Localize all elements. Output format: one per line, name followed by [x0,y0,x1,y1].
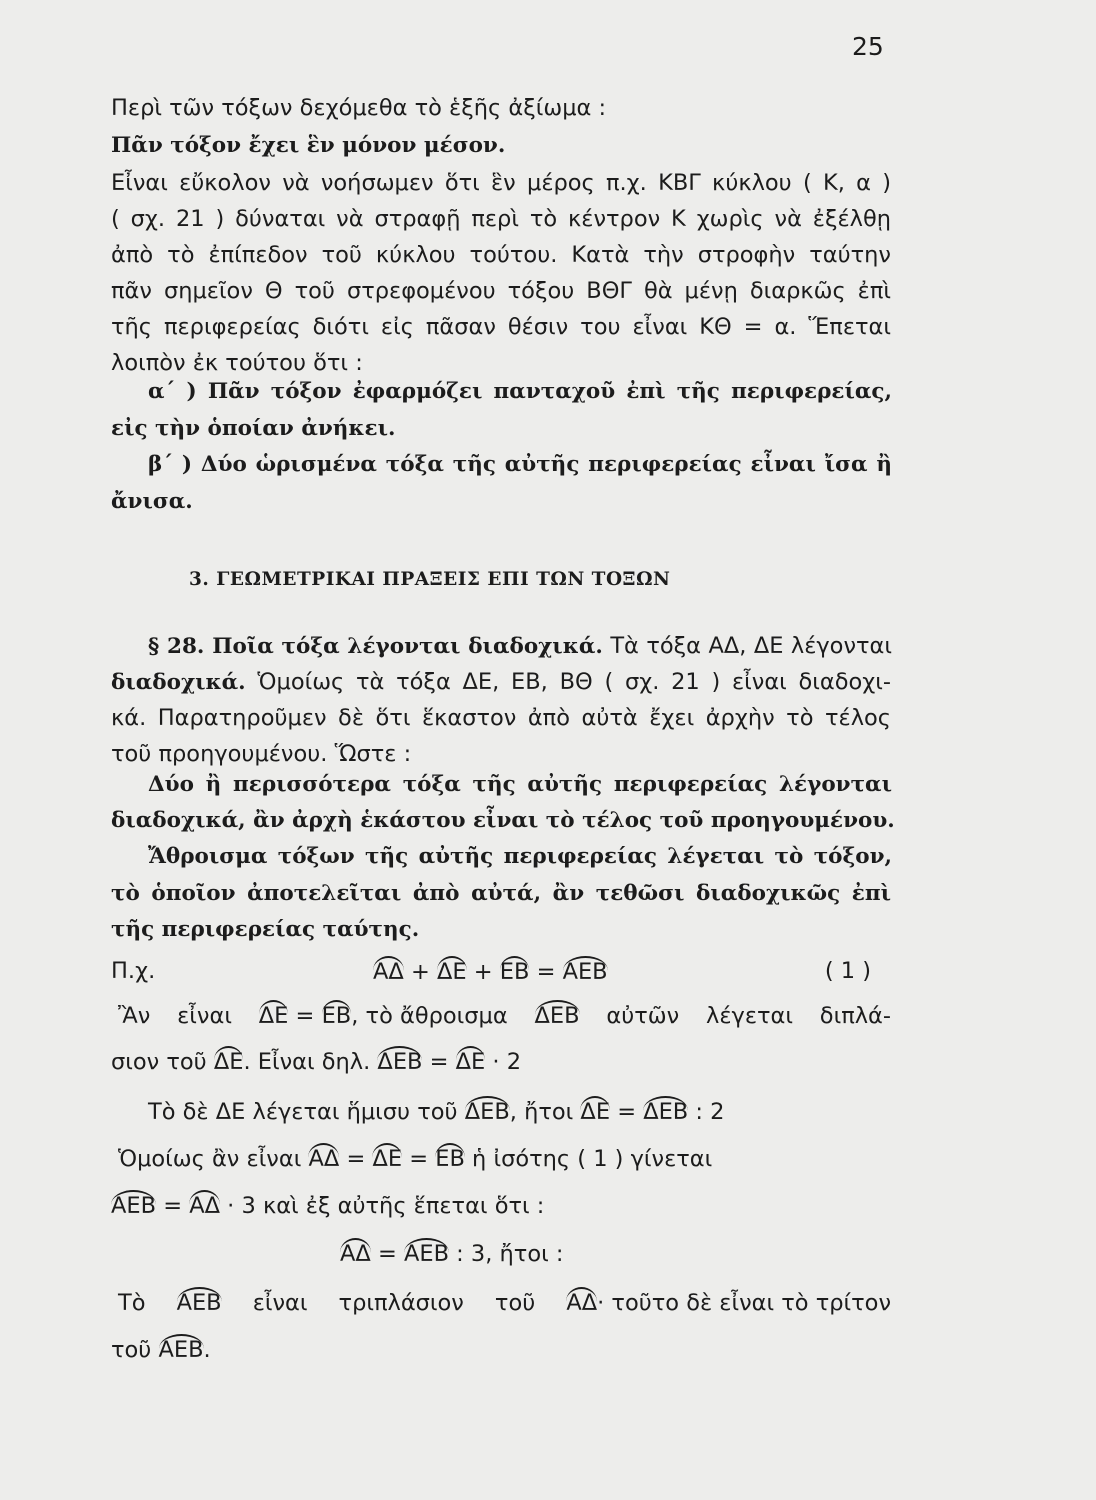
term-diadochika: διαδοχικά. [111,670,246,695]
corollary-b-cont: ἄνισα. [111,489,193,514]
corollary-a-cont: εἰς τὴν ὁποίαν ἀνήκει. [111,416,396,441]
equation-1: Π.χ. ΑΔ + ΔΕ + ΕΒ = ΑΕΒ ( 1 ) [111,958,871,985]
text-line: ΑΕΒ = ΑΔ · 3 καὶ ἐξ αὐτῆς ἕπεται ὅτι : [111,1190,891,1221]
text-line: ( σχ. 21 ) δύναται νὰ στραφῇ περὶ τὸ κέντρον Κ χωρὶς νὰ ἐξέλθῃ [111,206,891,232]
text-line: διαδοχικά. Ὁμοίως τὰ τόξα ΔΕ, ΕΒ, ΒΘ ( σχ. 21 ) εἶναι διαδοχι- [111,669,891,695]
paragraph-28: § 28. Ποῖα τόξα λέγονται διαδοχικά. Τὰ τόξα ΑΔ, ΔΕ λέγονται [148,633,892,659]
corollary-a: α΄ ) Πᾶν τόξον ἐφαρμόζει πανταχοῦ ἐπὶ τῆς περιφερείας, [148,379,892,404]
text-line: Περὶ τῶν τόξων δεχόμεθα τὸ ἑξῆς ἀξίωμα : [111,95,607,121]
text-line: Τὸ δὲ ΔΕ λέγεται ἥμισυ τοῦ ΔΕΒ, ἤτοι ΔΕ = ΔΕΒ : 2 [148,1096,928,1127]
section-heading: 3. ΓΕΩΜΕΤΡΙΚΑΙ ΠΡΑΞΕΙΣ ΕΠΙ ΤΩΝ ΤΟΞΩΝ [189,569,671,590]
text-line: τοῦ προηγουμένου. Ὥστε : [111,741,412,767]
text-line: σιον τοῦ ΔΕ. Εἶναι δηλ. ΔΕΒ = ΔΕ · 2 [111,1046,891,1077]
page-number: 25 [852,32,884,61]
text-line: τῆς περιφερείας διότι εἰς πᾶσαν θέσιν του εἶναι ΚΘ = α. Ἕπεται [111,314,891,340]
corollary-b: β΄ ) Δύο ὡρισμένα τόξα τῆς αὐτῆς περιφερείας εἶναι ἴσα ἢ [148,452,892,477]
definition-line: διαδοχικά, ἂν ἀρχὴ ἑκάστου εἶναι τὸ τέλος τοῦ προηγουμένου. [111,808,895,833]
text-line: κά. Παρατηροῦμεν δὲ ὅτι ἕκαστον ἀπὸ αὐτὰ ἔχει ἀρχὴν τὸ τέλος [111,705,891,731]
definition-line: τὸ ὁποῖον ἀποτελεῖται ἀπὸ αὐτά, ἂν τεθῶσι διαδοχικῶς ἐπὶ [111,881,891,906]
text-line: λοιπὸν ἐκ τούτου ὅτι : [111,350,363,376]
definition-line: Ἄθροισμα τόξων τῆς αὐτῆς περιφερείας λέγεται τὸ τόξον, [148,844,892,869]
text-line: Τὸ ΑΕΒ εἶναι τριπλάσιον τοῦ ΑΔ· τοῦτο δὲ εἶναι τὸ τρίτον [118,1287,891,1318]
definition-line: τῆς περιφερείας ταύτης. [111,917,420,942]
text-line: πᾶν σημεῖον Θ τοῦ στρεφομένου τόξου ΒΘΓ θὰ μένῃ διαρκῶς ἐπὶ [111,278,891,304]
text-line: Εἶναι εὔκολον νὰ νοήσωμεν ὅτι ἓν μέρος π.χ. ΚΒΓ κύκλου ( Κ, α ) [111,170,891,196]
definition-line: Δύο ἢ περισσότερα τόξα τῆς αὐτῆς περιφερείας λέγονται [148,772,892,797]
text-line: ἀπὸ τὸ ἐπίπεδον τοῦ κύκλου τούτου. Κατὰ τὴν στροφὴν ταύτην [111,242,891,268]
equation-2: ΑΔ = ΑΕΒ : 3, ἤτοι : [340,1238,1096,1269]
text-line: Ἂν εἶναι ΔΕ = ΕΒ, τὸ ἄθροισμα ΔΕΒ αὐτῶν λέγεται διπλά- [118,1000,891,1031]
axiom-line: Πᾶν τόξον ἔχει ἓν μόνον μέσον. [111,133,506,158]
text-line: Ὁμοίως ἂν εἶναι ΑΔ = ΔΕ = ΕΒ ἡ ἰσότης ( 1 ) γίνεται [118,1143,898,1174]
section-title: § 28. Ποῖα τόξα λέγονται διαδοχικά. [148,634,603,659]
text-line: τοῦ ΑΕΒ. [111,1334,891,1365]
